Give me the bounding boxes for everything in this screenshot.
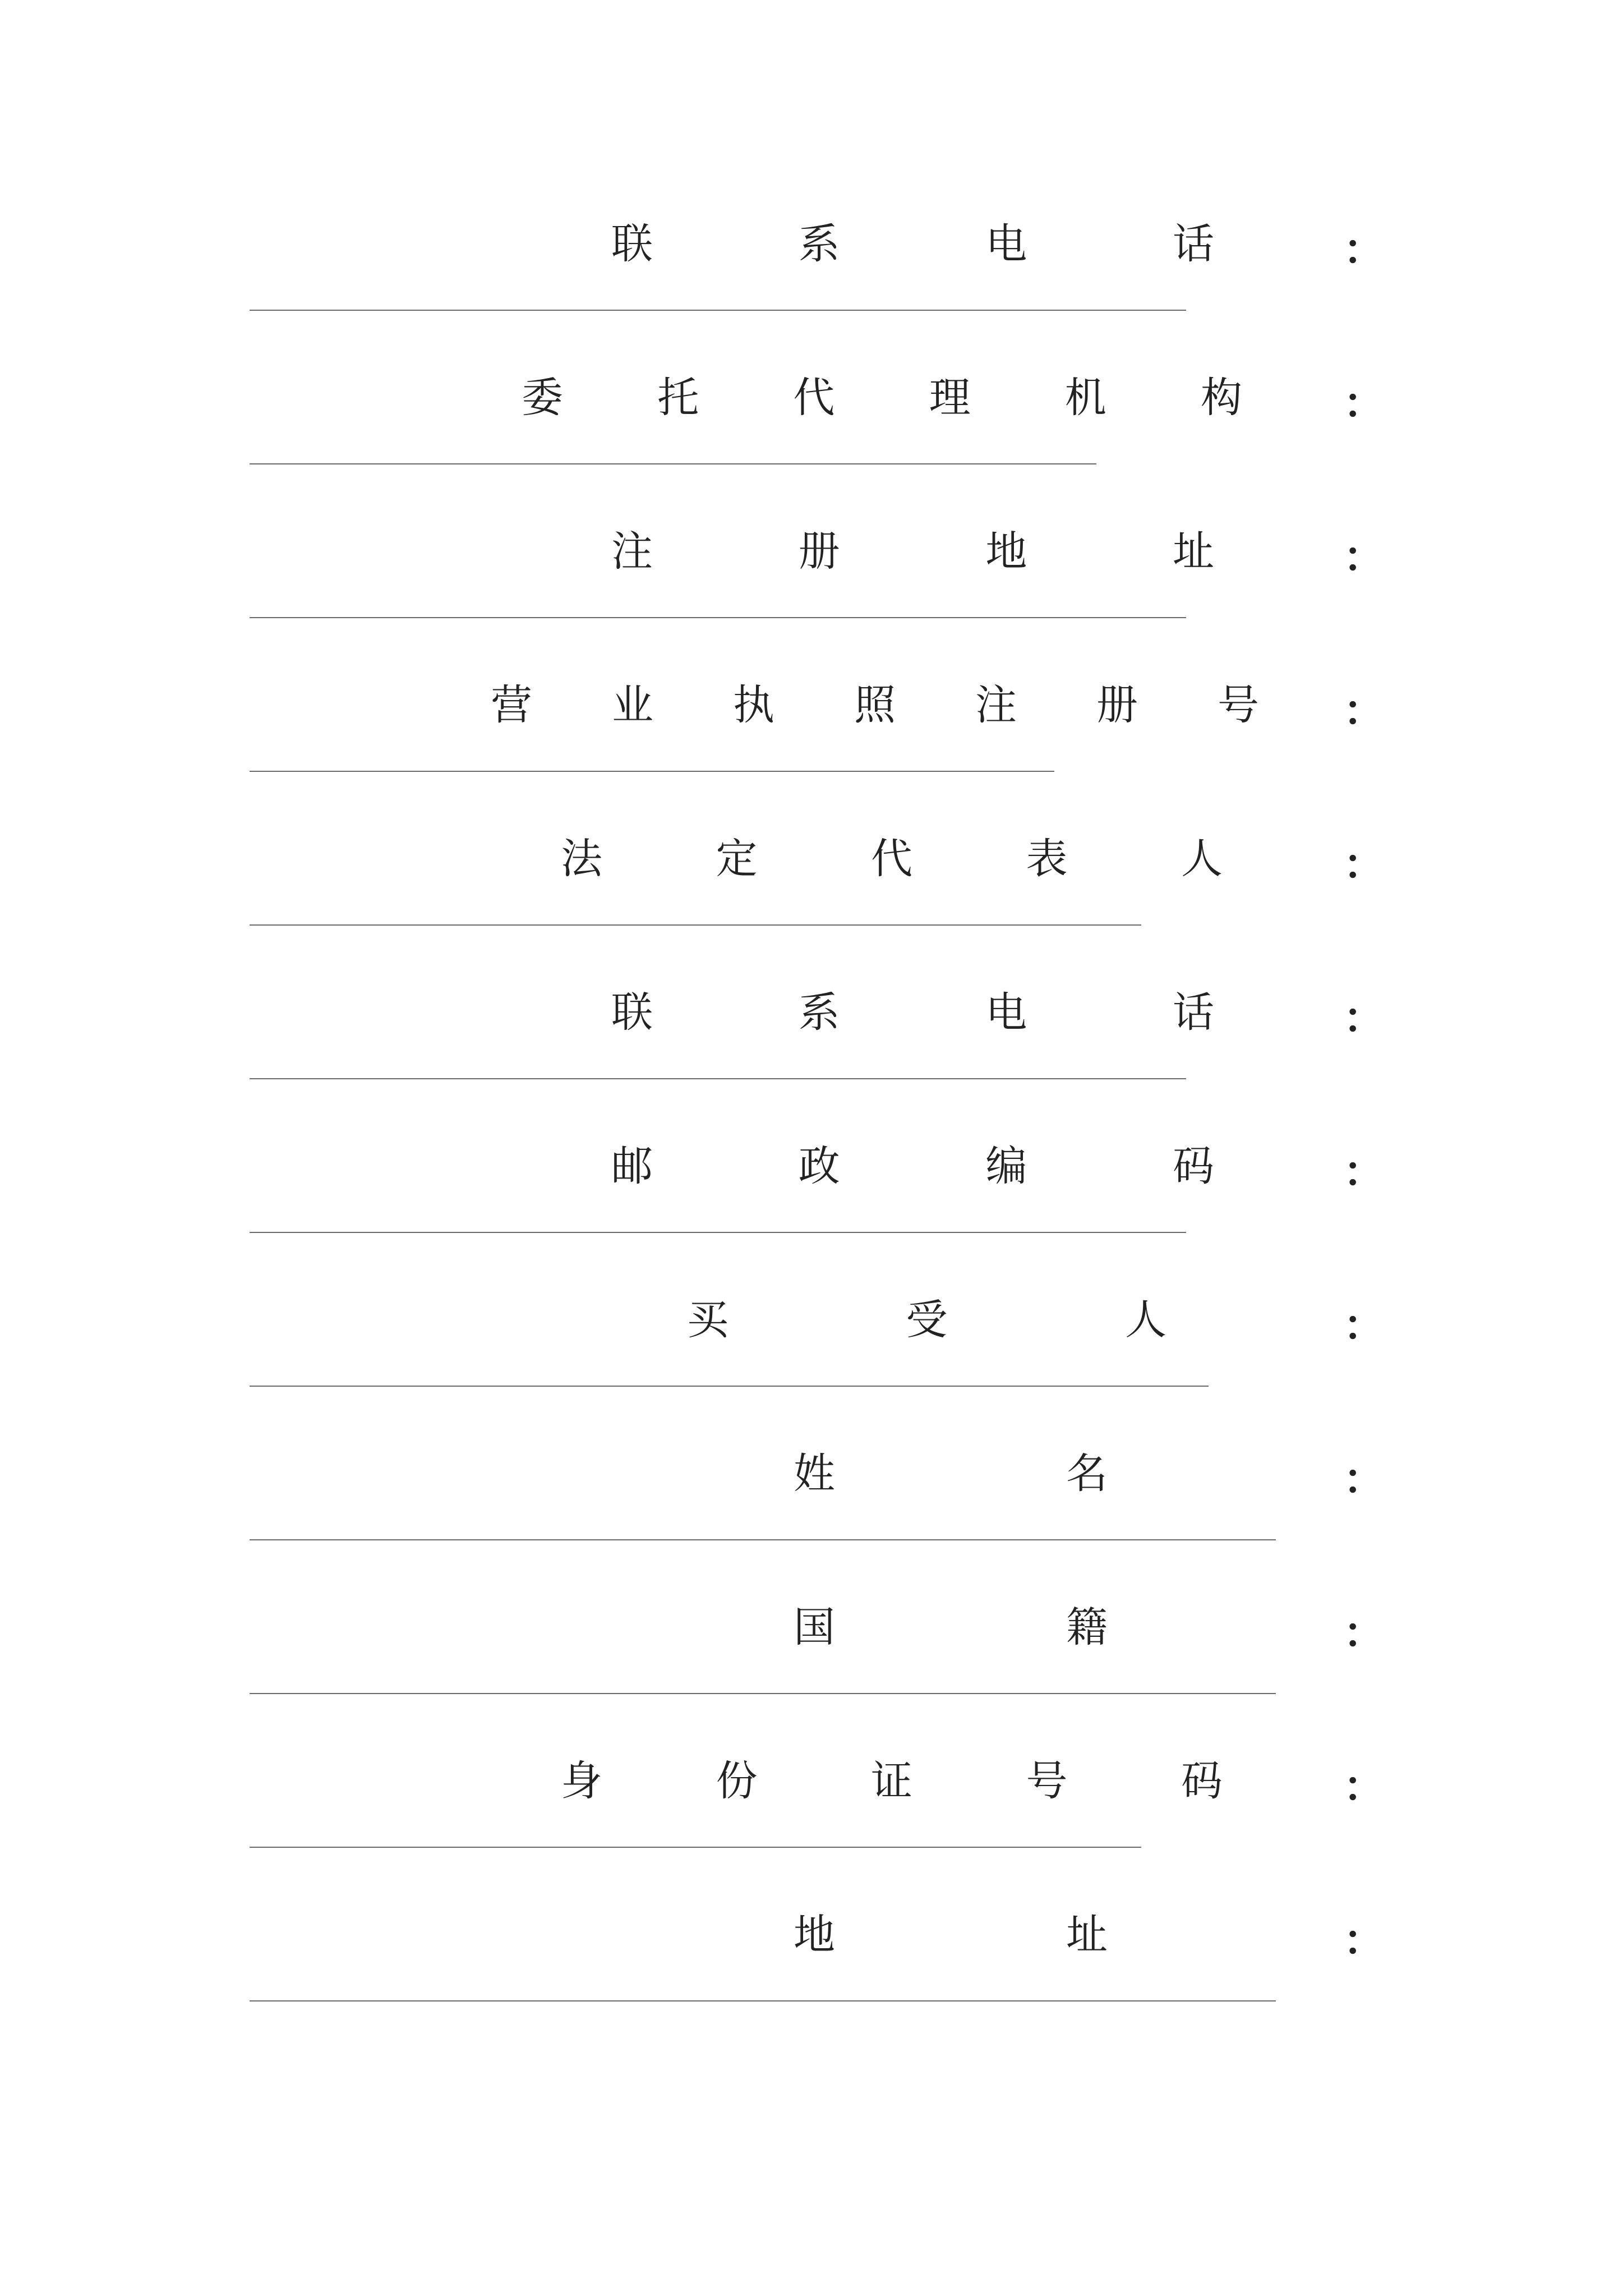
answer-line[interactable] xyxy=(250,617,1186,618)
field-label xyxy=(491,674,1259,736)
label-char: 表 xyxy=(1026,835,1068,883)
field-registered-address xyxy=(0,521,1623,675)
label-char: 证 xyxy=(871,1757,912,1805)
field-colon: ： xyxy=(1343,226,1385,274)
field-colon: ： xyxy=(1343,533,1385,581)
label-char: 人 xyxy=(1181,835,1223,883)
label-char: 构 xyxy=(1200,374,1242,422)
label-char: 址 xyxy=(1172,527,1214,576)
label-char: 码 xyxy=(1181,1757,1223,1805)
answer-line[interactable] xyxy=(250,924,1141,926)
field-label xyxy=(611,982,1214,1043)
label-char: 号 xyxy=(1026,1757,1068,1805)
label-char: 编 xyxy=(985,1142,1027,1190)
field-colon: ： xyxy=(1343,1916,1385,1964)
answer-line[interactable] xyxy=(250,310,1186,311)
answer-line[interactable] xyxy=(250,1232,1186,1233)
field-label xyxy=(561,1750,1223,1812)
label-char: 名 xyxy=(1066,1450,1108,1498)
field-colon: ： xyxy=(1343,1455,1385,1503)
label-char: 系 xyxy=(798,220,840,268)
field-buyer xyxy=(0,1289,1623,1444)
label-char: 定 xyxy=(716,835,758,883)
answer-line[interactable] xyxy=(250,463,1096,464)
field-label xyxy=(794,1904,1108,1966)
field-postal-code xyxy=(0,1135,1623,1290)
label-char: 联 xyxy=(611,220,653,268)
field-contact-phone xyxy=(0,213,1623,368)
field-id-number xyxy=(0,1750,1623,1905)
label-char: 理 xyxy=(929,374,971,422)
label-char: 照 xyxy=(854,681,896,729)
label-char: 联 xyxy=(611,988,653,1037)
field-colon: ： xyxy=(1343,840,1385,889)
label-char: 人 xyxy=(1125,1296,1166,1344)
field-label xyxy=(794,1596,1108,1658)
label-char: 话 xyxy=(1172,220,1214,268)
label-char: 地 xyxy=(985,527,1027,576)
field-colon: ： xyxy=(1343,1148,1385,1196)
label-char: 电 xyxy=(985,220,1027,268)
field-nationality xyxy=(0,1596,1623,1751)
label-char: 系 xyxy=(798,988,840,1037)
answer-line[interactable] xyxy=(250,1539,1276,1540)
label-char: 册 xyxy=(1096,681,1138,729)
field-label xyxy=(611,213,1214,275)
label-char: 买 xyxy=(687,1296,728,1344)
label-char: 份 xyxy=(716,1757,758,1805)
label-char: 注 xyxy=(611,527,653,576)
label-char: 国 xyxy=(794,1603,835,1651)
label-char: 址 xyxy=(1066,1911,1108,1959)
field-label xyxy=(611,1135,1214,1197)
label-char: 话 xyxy=(1172,988,1214,1037)
answer-line[interactable] xyxy=(250,1078,1186,1079)
label-char: 注 xyxy=(975,681,1017,729)
field-colon: ： xyxy=(1343,1301,1385,1350)
label-char: 码 xyxy=(1172,1142,1214,1190)
field-address xyxy=(0,1904,1623,2059)
label-char: 身 xyxy=(561,1757,602,1805)
label-char: 邮 xyxy=(611,1142,653,1190)
field-colon: ： xyxy=(1343,1763,1385,1811)
field-colon: ： xyxy=(1343,687,1385,735)
field-label xyxy=(794,1443,1108,1504)
answer-line[interactable] xyxy=(250,1386,1209,1387)
label-char: 号 xyxy=(1218,681,1259,729)
label-char: 受 xyxy=(906,1296,948,1344)
field-contact-phone-2 xyxy=(0,982,1623,1137)
label-char: 册 xyxy=(798,527,840,576)
answer-line[interactable] xyxy=(250,771,1054,772)
answer-line[interactable] xyxy=(250,1847,1141,1848)
label-char: 营 xyxy=(491,681,532,729)
field-label xyxy=(522,367,1242,429)
field-name xyxy=(0,1443,1623,1598)
field-colon: ： xyxy=(1343,379,1385,427)
field-legal-representative xyxy=(0,828,1623,983)
label-char: 代 xyxy=(793,374,835,422)
label-char: 政 xyxy=(798,1142,840,1190)
field-colon: ： xyxy=(1343,994,1385,1042)
label-char: 托 xyxy=(657,374,699,422)
field-label xyxy=(561,828,1223,890)
field-label xyxy=(611,521,1214,582)
field-label xyxy=(687,1289,1166,1351)
label-char: 地 xyxy=(794,1911,835,1959)
label-char: 电 xyxy=(985,988,1027,1037)
answer-line[interactable] xyxy=(250,2000,1276,2001)
field-business-license-no xyxy=(0,674,1623,829)
label-char: 法 xyxy=(561,835,602,883)
label-char: 姓 xyxy=(794,1450,835,1498)
label-char: 委 xyxy=(522,374,563,422)
label-char: 执 xyxy=(733,681,774,729)
label-char: 机 xyxy=(1064,374,1106,422)
answer-line[interactable] xyxy=(250,1693,1276,1694)
label-char: 业 xyxy=(612,681,653,729)
field-agent-org xyxy=(0,367,1623,522)
label-char: 籍 xyxy=(1066,1603,1108,1651)
label-char: 代 xyxy=(871,835,912,883)
field-colon: ： xyxy=(1343,1609,1385,1657)
